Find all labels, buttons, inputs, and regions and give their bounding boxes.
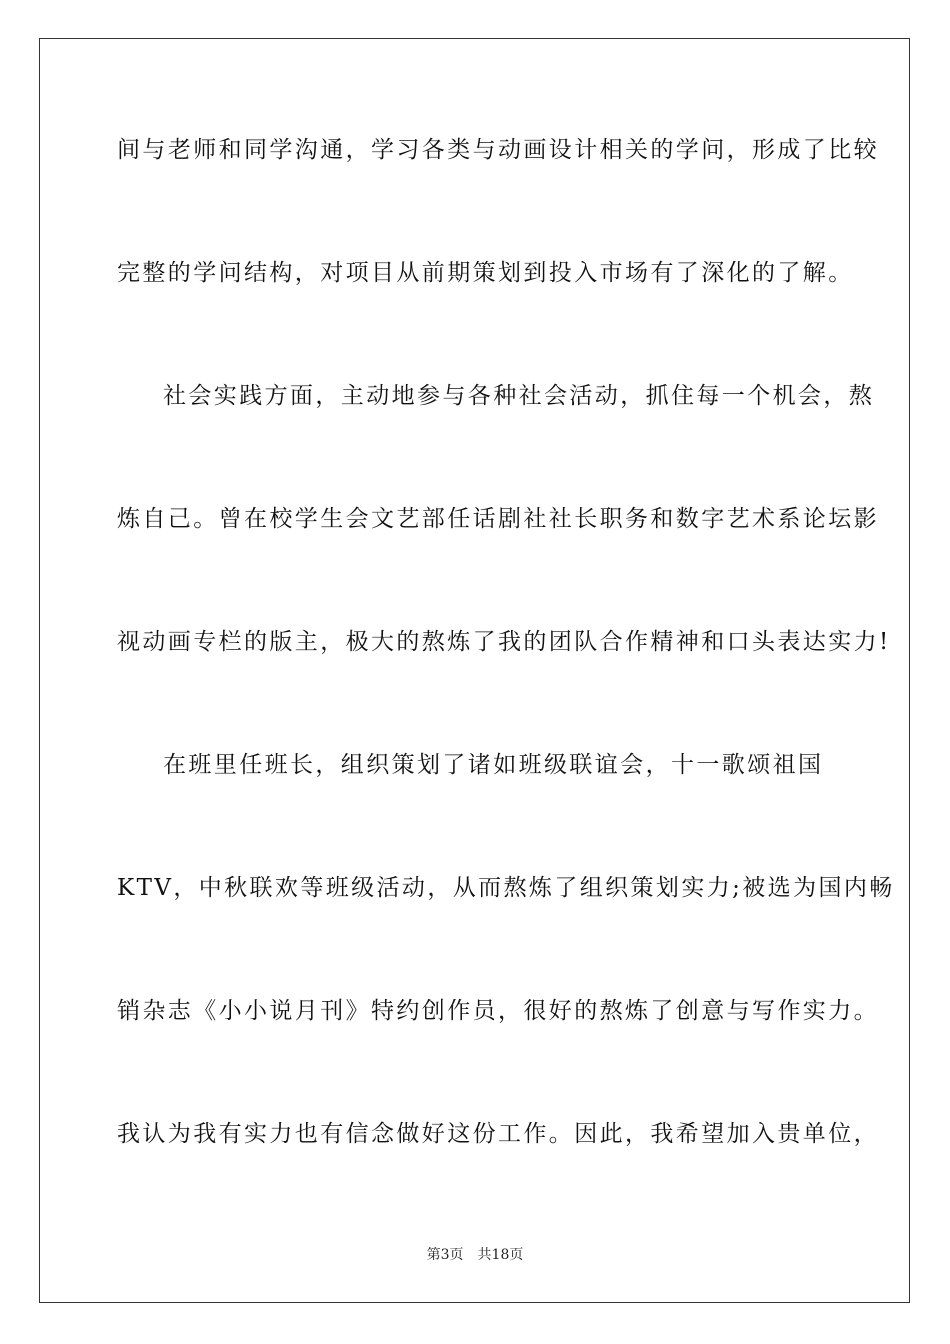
page-footer [0, 1246, 950, 1264]
page-border [39, 38, 910, 1303]
paragraph-line-5: 视动画专栏的版主，极大的熬炼了我的团队合作精神和口头表达实力! [117, 629, 891, 655]
paragraph-line-2: 完整的学问结构，对项目从前期策划到投入市场有了深化的了解。 [117, 260, 854, 286]
page-number: 第3页 [426, 1247, 464, 1263]
total-pages: 共18页 [477, 1247, 524, 1263]
paragraph-line-9: 我认为我有实力也有信念做好这份工作。因此，我希望加入贵单位， [117, 1121, 879, 1147]
paragraph-line-3: 社会实践方面，主动地参与各种社会活动，抓住每一个机会，熬 [163, 383, 875, 409]
paragraph-line-4: 炼自己。曾在校学生会文艺部任话剧社社长职务和数字艺术系论坛影 [117, 506, 879, 532]
paragraph-line-8: 销杂志《小小说月刊》特约创作员，很好的熬炼了创意与写作实力。 [117, 998, 879, 1024]
paragraph-line-1: 间与老师和同学沟通，学习各类与动画设计相关的学问，形成了比较 [117, 137, 879, 163]
paragraph-line-7: KTV，中秋联欢等班级活动，从而熬炼了组织策划实力;被选为国内畅 [117, 875, 895, 901]
paragraph-line-6: 在班里任班长，组织策划了诸如班级联谊会，十一歌颂祖国 [163, 752, 824, 778]
